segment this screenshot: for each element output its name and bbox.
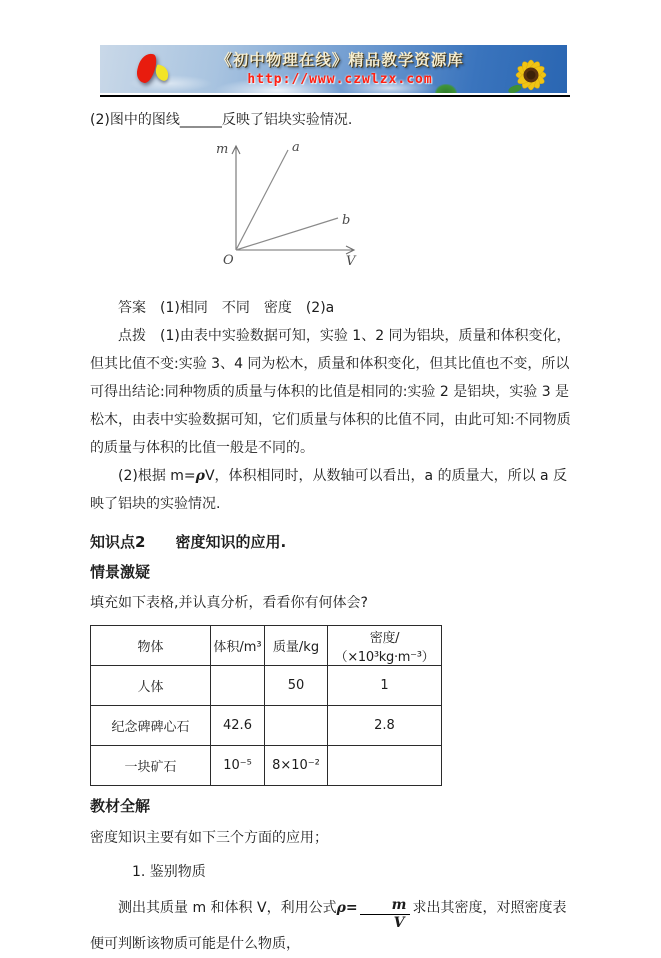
cell-density: 2.8	[328, 706, 442, 746]
item1-line: 1. 鉴别物质	[132, 864, 206, 880]
cell-density: 1	[328, 666, 442, 706]
cell-density	[328, 746, 442, 786]
identify-paragraph	[90, 894, 571, 958]
cell-volume	[211, 666, 265, 706]
identify-pre: 测出其质量 m 和体积 V，利用公式	[118, 900, 337, 916]
rho-symbol: ρ	[195, 468, 205, 484]
header-object: 物体	[91, 626, 211, 666]
banner-divider	[100, 95, 570, 97]
site-url-link[interactable]: http://www.czwlzx.com	[247, 72, 433, 87]
analysis-part2	[90, 462, 571, 518]
density-table	[90, 625, 442, 786]
banner-sky	[100, 45, 567, 93]
analysis-label: 点拨	[118, 328, 146, 344]
analysis-part2-post: V，体积相同时，从数轴可以看出，a 的质量大，所以 a 反映了铝块的实验情况.	[90, 468, 568, 512]
site-logo	[132, 51, 178, 91]
line-a-label: a	[292, 140, 300, 155]
section2-heading	[90, 531, 571, 552]
cell-mass: 8×10⁻²	[265, 746, 328, 786]
analysis-part2-pre: (2)根据 m=	[118, 468, 196, 484]
site-title: 《初中物理在线》精品教学资源库	[216, 51, 464, 69]
cell-object: 一块矿石	[91, 746, 211, 786]
flame-icon	[135, 51, 159, 84]
table-row	[91, 666, 442, 706]
answer-text: (1)相同 不同 密度 (2)a	[160, 300, 335, 316]
fraction-numerator: m	[360, 898, 411, 915]
line-b	[236, 218, 338, 250]
x-axis-label: V	[346, 254, 356, 269]
textbook-heading: 教材全解	[90, 797, 151, 815]
line-b-label: b	[342, 213, 351, 228]
mass-over-volume-fraction	[360, 898, 411, 930]
header-volume: 体积/m³	[211, 626, 265, 666]
cell-volume: 10⁻⁵	[211, 746, 265, 786]
cell-object: 人体	[91, 666, 211, 706]
fraction-denominator: V	[393, 914, 405, 931]
y-axis-label: m	[216, 142, 229, 157]
applications-intro: 密度知识主要有如下三个方面的应用；	[90, 830, 328, 846]
question-suffix: 反映了铝块实验情况.	[221, 112, 353, 128]
table-row	[91, 746, 442, 786]
mv-graph	[198, 138, 373, 274]
identify-post: 求出其密度，对照密度表便可判断该物质可能是什么物质，	[90, 900, 567, 953]
sunflower-icon	[497, 47, 559, 93]
section2-label: 知识点2	[90, 533, 146, 551]
analysis-part1-text: (1)由表中实验数据可知，实验 1、2 同为铝块，质量和体积变化，但其比值不变:实验 3、4 同为松木，质量和体积变化，但其比值也不变，所以可得出结论:同种物质的质量与体积的比值是相同的:实验 2 是铝块，实验 3 是松木，由表中实验数据可知，它们质量与体积的比值不同，由此可知:不同物质的质量与体积的比值一般是不同的。	[90, 328, 571, 456]
question-prefix: (2)图中的图线	[90, 112, 180, 128]
answer-blank: ______	[179, 112, 222, 128]
table-header-row	[91, 626, 442, 666]
rho-symbol: ρ	[336, 900, 346, 916]
document-content	[90, 0, 571, 958]
origin-label: O	[223, 253, 234, 268]
answer-line	[90, 294, 571, 322]
site-banner	[100, 45, 567, 93]
cell-volume: 42.6	[211, 706, 265, 746]
question-line	[90, 106, 571, 134]
header-density: 密度/（×10³kg·m⁻³）	[328, 626, 442, 666]
scenario-heading: 情景激疑	[90, 563, 151, 581]
analysis-part1	[90, 322, 571, 462]
answer-label: 答案	[118, 300, 146, 316]
section2-title: 密度知识的应用.	[175, 533, 287, 551]
table-row	[91, 706, 442, 746]
header-mass: 质量/kg	[265, 626, 328, 666]
table-intro: 填充如下表格,并认真分析，看看你有何体会?	[90, 595, 368, 611]
cell-mass	[265, 706, 328, 746]
cell-object: 纪念碑碑心石	[91, 706, 211, 746]
line-a	[236, 150, 288, 250]
cell-mass: 50	[265, 666, 328, 706]
equals-sign: =	[345, 900, 358, 916]
banner-text	[205, 48, 475, 87]
leaf-icon	[153, 64, 171, 82]
plant-icon	[435, 84, 457, 93]
